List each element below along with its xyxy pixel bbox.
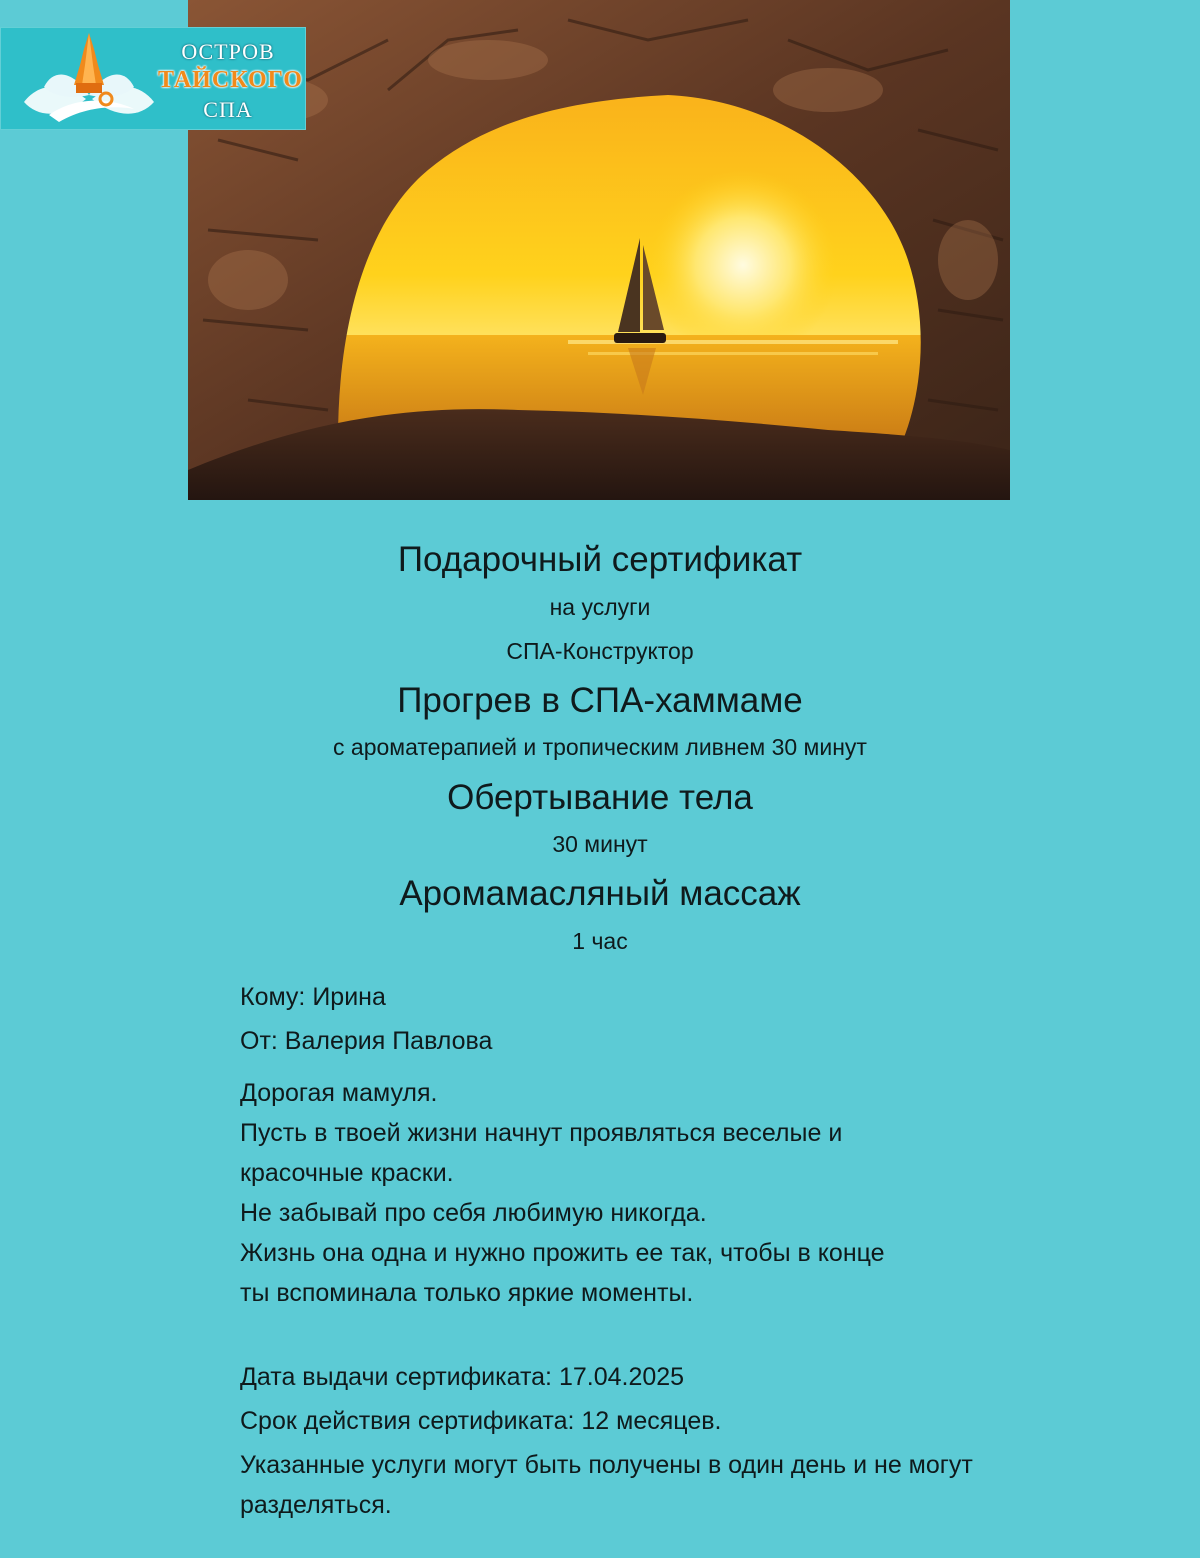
logo-line-3: СПА <box>203 97 253 122</box>
certificate-subtitle-1: на услуги <box>549 594 651 620</box>
recipient-to: Кому: Ирина <box>240 983 386 1011</box>
service-name-1: Прогрев в СПА-хаммаме <box>397 681 803 720</box>
usage-note: Указанные услуги могут быть получены в один день и не могут разделяться. <box>240 1451 973 1519</box>
hero-image <box>188 0 1010 500</box>
validity-period: Срок действия сертификата: 12 месяцев. <box>240 1407 722 1435</box>
brand-logo <box>0 27 306 130</box>
message-line: Пусть в твоей жизни начнут проявляться веселые и <box>240 1119 843 1147</box>
service-description-1: с ароматерапией и тропическим ливнем 30 минут <box>333 734 867 760</box>
message-line: Жизнь она одна и нужно прожить ее так, чтобы в конце <box>240 1239 885 1267</box>
recipient-from: От: Валерия Павлова <box>240 1027 493 1055</box>
certificate-title: Подарочный сертификат <box>397 540 803 579</box>
message-line: ты вспоминала только яркие моменты. <box>240 1279 694 1307</box>
service-description-3: 1 час <box>572 928 628 954</box>
certificate-subtitle-2: СПА-Конструктор <box>506 638 694 664</box>
message-line: красочные краски. <box>240 1159 454 1187</box>
message-line: Не забывай про себя любимую никогда. <box>240 1199 707 1227</box>
greeting-message <box>240 1073 1070 1313</box>
service-description-2: 30 минут <box>552 831 648 857</box>
logo-line-2: ТАЙСКОГО <box>158 67 303 93</box>
service-name-3: Аромамасляный массаж <box>399 874 801 913</box>
message-line: Дорогая мамуля. <box>240 1079 438 1107</box>
service-name-2: Обертывание тела <box>447 778 753 817</box>
sunset-arch-icon <box>188 0 1010 500</box>
issue-date: Дата выдачи сертификата: 17.04.2025 <box>240 1363 685 1391</box>
lotus-temple-icon <box>14 27 164 130</box>
logo-line-1: ОСТРОВ <box>181 39 275 64</box>
